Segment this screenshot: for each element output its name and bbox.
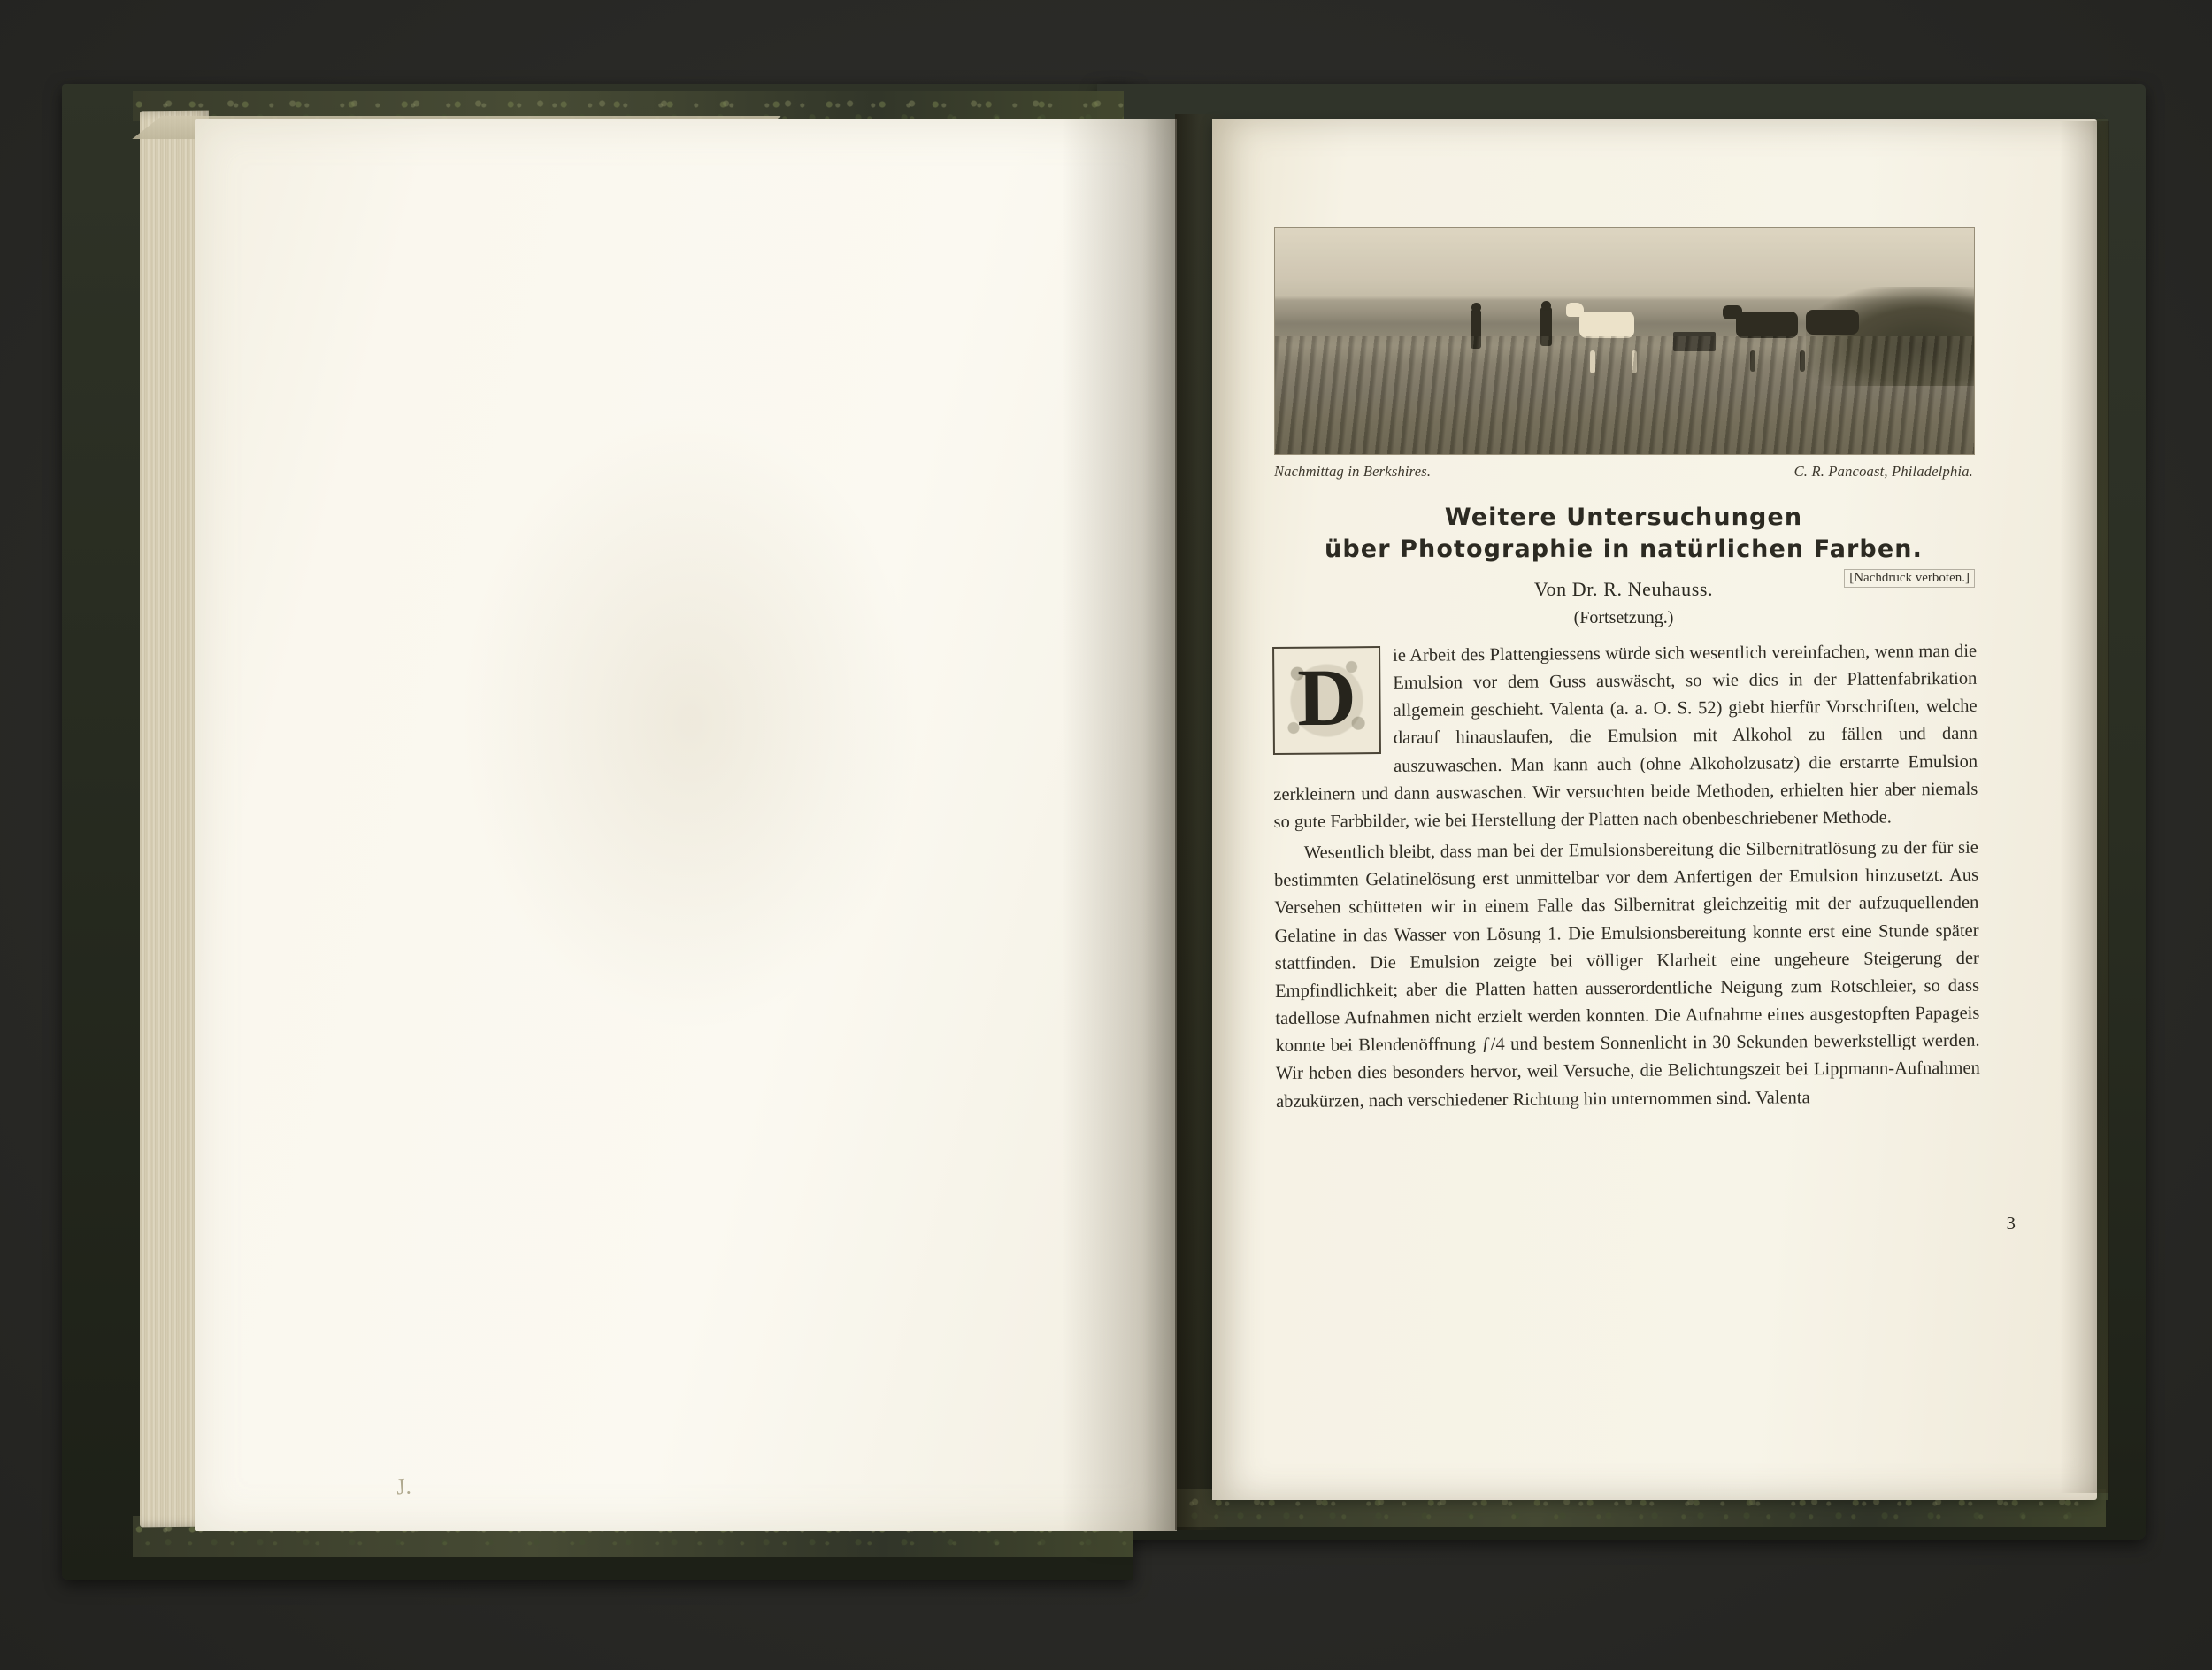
tree-mass (1806, 287, 1974, 386)
dropcap-letter: D (1296, 651, 1357, 743)
halftone-photograph (1274, 227, 1975, 455)
figure-title-caption: Nachmittag in Berkshires. (1274, 463, 1432, 480)
article-title-line-1: Weitere Untersuchungen (1444, 504, 1803, 531)
left-page-blank (195, 119, 1177, 1531)
farmer-figure-1 (1471, 310, 1481, 349)
ox-body-2 (1806, 310, 1859, 335)
paragraph-2: Wesentlich bleibt, dass man bei der Emulsionsbereitung die Silbernitratlösung zu der für sie bestimmten Gelatinelösung erst unmittelbar vor dem Anfertigen der Emulsion hinzusetzt. Aus Versehen schütteten wir in einem Falle das Silbernitrat gleichzeitig mit der aufzuquellenden Gelatine in das Wasser von Lösung 1. Die Emulsionsbereitung konnte erst eine Stunde später stattfinden. Die Emulsion zeigte bei völliger Klarheit eine ungeheure Steigerung der Empfindlichkeit; aber die Platten hatten ausserordentliche Neigung zum Rotschleier, so dass tadellose Aufnahmen nicht erzielt werden konnten. Die Aufnahme eines ausgestopften Papageis konnte bei Blendenöffnung ƒ/4 und bestem Sonnenlicht in 30 Sekunden bewerkstelligt werden. Wir heben dies besonders hervor, weil Versuche, die Belichtungszeit bei Lippmann-Aufnahmen abzukürzen, nach verschiedener Richtung hin unternommen sind. Valenta (1274, 837, 1980, 1112)
paragraph-1: ie Arbeit des Plattengiessens würde sich wesentlich vereinfachen, wenn man die Emulsion vor dem Guss auswäscht, so wie dies in der Plattenfabrikation allgemein geschieht. Valenta (a. a. O. S. 52) giebt hierfür Vorschriften, welche darauf hinauslaufen, die Emulsion mit Alkohol zu fällen und dann auszuwaschen. Man kann auch (ohne Alkoholzusatz) die erstarrte Emulsion zerkleinern und dann auswaschen. Wir versuchten beide Methoden, erhielten hier aber niemals so gute Farbbilder, wie bei Herstellung der Platten nach obenbeschriebener Methode. (1273, 641, 1978, 832)
decorated-initial (1272, 646, 1381, 755)
ox-leg-1 (1750, 350, 1755, 372)
ox-body-1 (1736, 312, 1798, 338)
horse-head (1566, 303, 1584, 317)
pencil-mark: J. (395, 1473, 412, 1500)
figure-caption-row (1274, 463, 1973, 481)
right-page-printed (1212, 119, 2097, 1500)
horse-body (1579, 312, 1634, 338)
paper-discoloration (460, 412, 920, 1031)
horse-leg-front (1590, 350, 1595, 373)
reprint-prohibited-note: [Nachdruck verboten.] (1844, 569, 1975, 588)
figure-block (1274, 227, 1973, 481)
farmer-head-2 (1541, 301, 1551, 311)
article-body-text (1272, 638, 1980, 1116)
open-book (62, 84, 2146, 1580)
article-byline: Von Dr. R. Neuhauss. (1533, 577, 1714, 600)
farmer-figure-2 (1540, 307, 1552, 346)
article-continuation-note: (Fortsetzung.) (1573, 607, 1674, 627)
ox-head-1 (1723, 305, 1742, 319)
figure-credit-caption: C. R. Pancoast, Philadelphia. (1793, 463, 1973, 480)
article-title-line-2: über Photographie in natürlichen Farben. (1325, 535, 1923, 563)
horse-leg-rear (1632, 350, 1637, 373)
ox-leg-2 (1800, 350, 1805, 372)
page-number: 3 (2006, 1212, 2016, 1234)
plough (1673, 332, 1716, 351)
article-heading-block (1274, 502, 1973, 628)
